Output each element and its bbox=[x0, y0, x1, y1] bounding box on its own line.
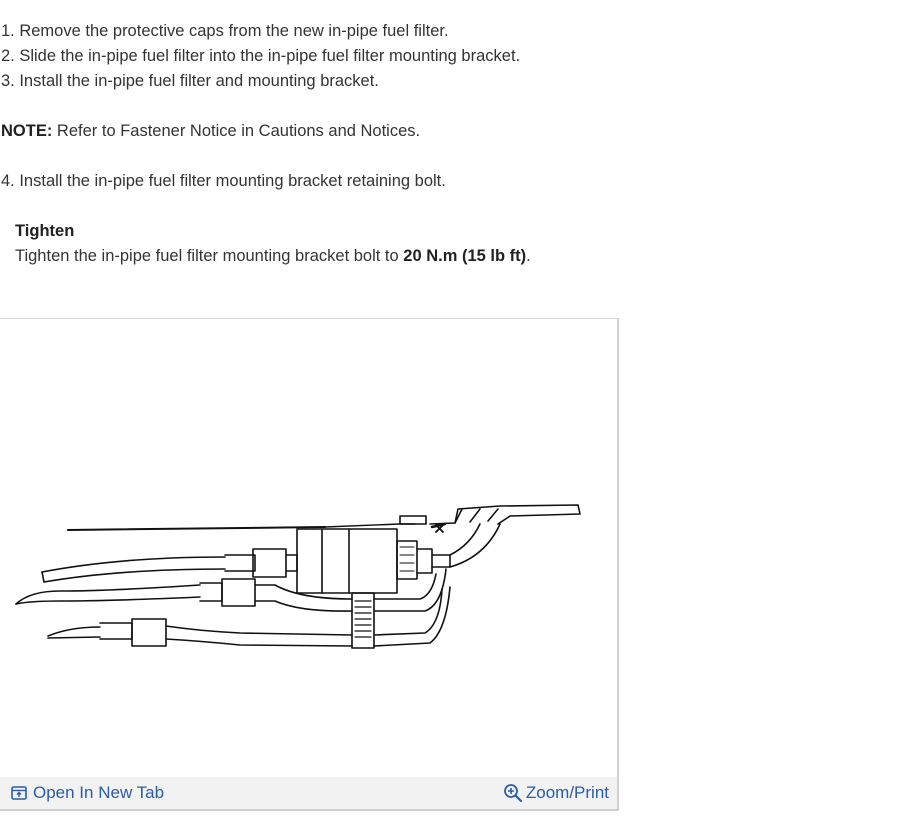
step-1: 1. Remove the protective caps from the new in-pipe fuel filter. bbox=[1, 22, 449, 40]
open-new-tab-icon bbox=[11, 786, 27, 800]
torque-value: 20 N.m (15 lb ft) bbox=[403, 247, 527, 265]
note bbox=[1, 121, 420, 141]
note-text: Refer to Fastener Notice in Cautions and Notices. bbox=[52, 122, 421, 140]
open-in-new-tab-label: Open In New Tab bbox=[33, 783, 165, 802]
zoom-in-icon bbox=[503, 783, 523, 803]
zoom-print-label: Zoom/Print bbox=[525, 783, 609, 802]
figure-footer bbox=[0, 777, 617, 809]
tighten-heading: Tighten bbox=[15, 222, 75, 240]
tighten-instruction bbox=[15, 246, 531, 266]
fuel-filter-illustration bbox=[0, 319, 617, 779]
note-label: NOTE: bbox=[1, 122, 53, 140]
step-2: 2. Slide the in-pipe fuel filter into the in-pipe fuel filter mounting bracket. bbox=[1, 47, 521, 65]
step-4: 4. Install the in-pipe fuel filter mounting bracket retaining bolt. bbox=[1, 172, 446, 190]
zoom-print-link[interactable] bbox=[503, 783, 609, 803]
step-3: 3. Install the in-pipe fuel filter and mounting bracket. bbox=[1, 72, 379, 90]
open-in-new-tab-link[interactable] bbox=[11, 783, 164, 803]
illustration-figure bbox=[0, 318, 619, 811]
tighten-text: Tighten the in-pipe fuel filter mounting bracket bolt to bbox=[15, 247, 404, 265]
tighten-period: . bbox=[526, 247, 531, 265]
